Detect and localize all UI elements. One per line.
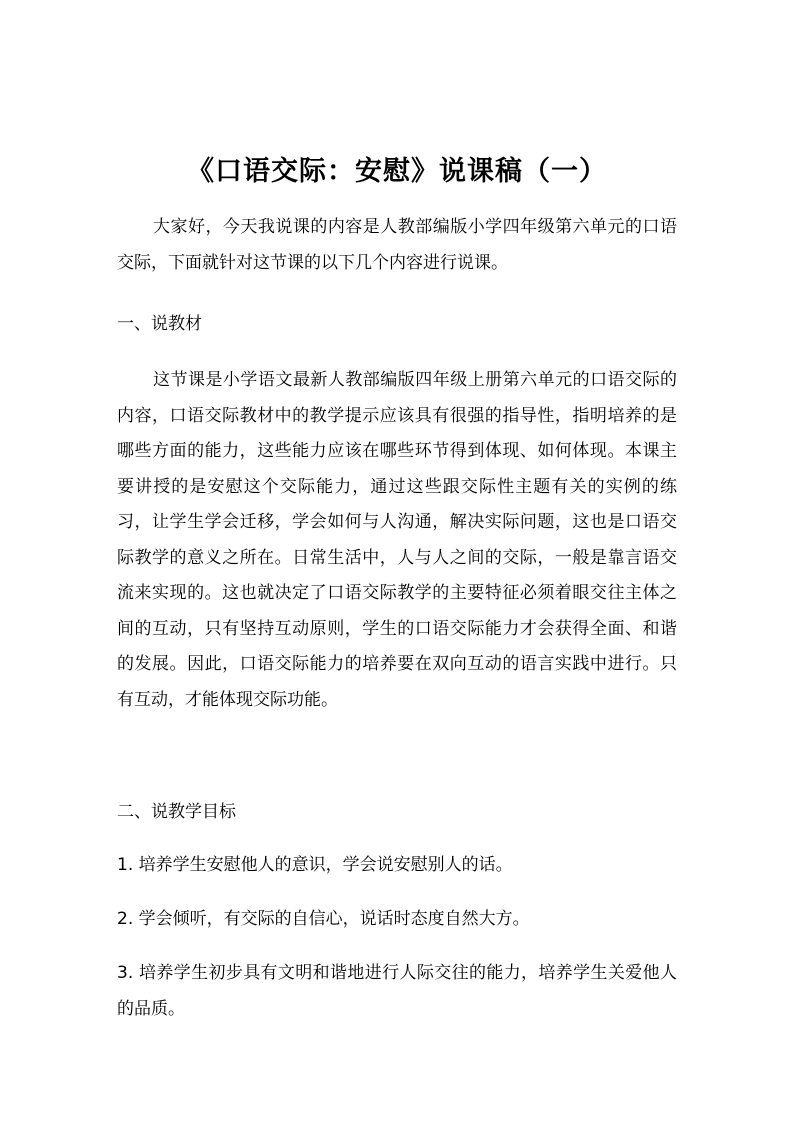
intro-paragraph: 大家好，今天我说课的内容是人教部编版小学四年级第六单元的口语交际，下面就针对这节课的以下几个内容进行说课。 bbox=[117, 217, 677, 273]
goal-item-3: 3. 培养学生初步具有文明和谐地进行人际交往的能力，培养学生关爱他人的品质。 bbox=[117, 963, 677, 1019]
goal-item-2: 2. 学会倾听，有交际的自信心，说话时态度自然大方。 bbox=[117, 909, 530, 929]
document-title: 《口语交际：安慰》说课稿（一） bbox=[187, 156, 607, 187]
section-heading-goals: 二、说教学目标 bbox=[117, 802, 236, 822]
section-heading-textbook: 一、说教材 bbox=[117, 314, 202, 334]
goal-item-1: 1. 培养学生安慰他人的意识，学会说安慰别人的话。 bbox=[117, 855, 513, 875]
textbook-paragraph: 这节课是小学语文最新人教部编版四年级上册第六单元的口语交际的内容，口语交际教材中的教学提示应该具有很强的指导性，指明培养的是哪些方面的能力，这些能力应该在哪些环节得到体现、如何体现。本课主要讲授的是安慰这个交际能力，通过这些跟交际性主题有关的实例的练习，让学生学会迁移，学会如何与人沟通，解决实际问题，这也是口语交际教学的意义之所在。日常生活中，人与人之间的交际，一般是靠言语交流来实现的。这也就决定了口语交际教学的主要特征必须着眼交往主体之间的互动，只有坚持互动原则，学生的口语交际能力才会获得全面、和谐的发展。因此，口语交际能力的培养要在双向互动的语言实践中进行。只有互动，才能体现交际功能。 bbox=[117, 370, 677, 710]
